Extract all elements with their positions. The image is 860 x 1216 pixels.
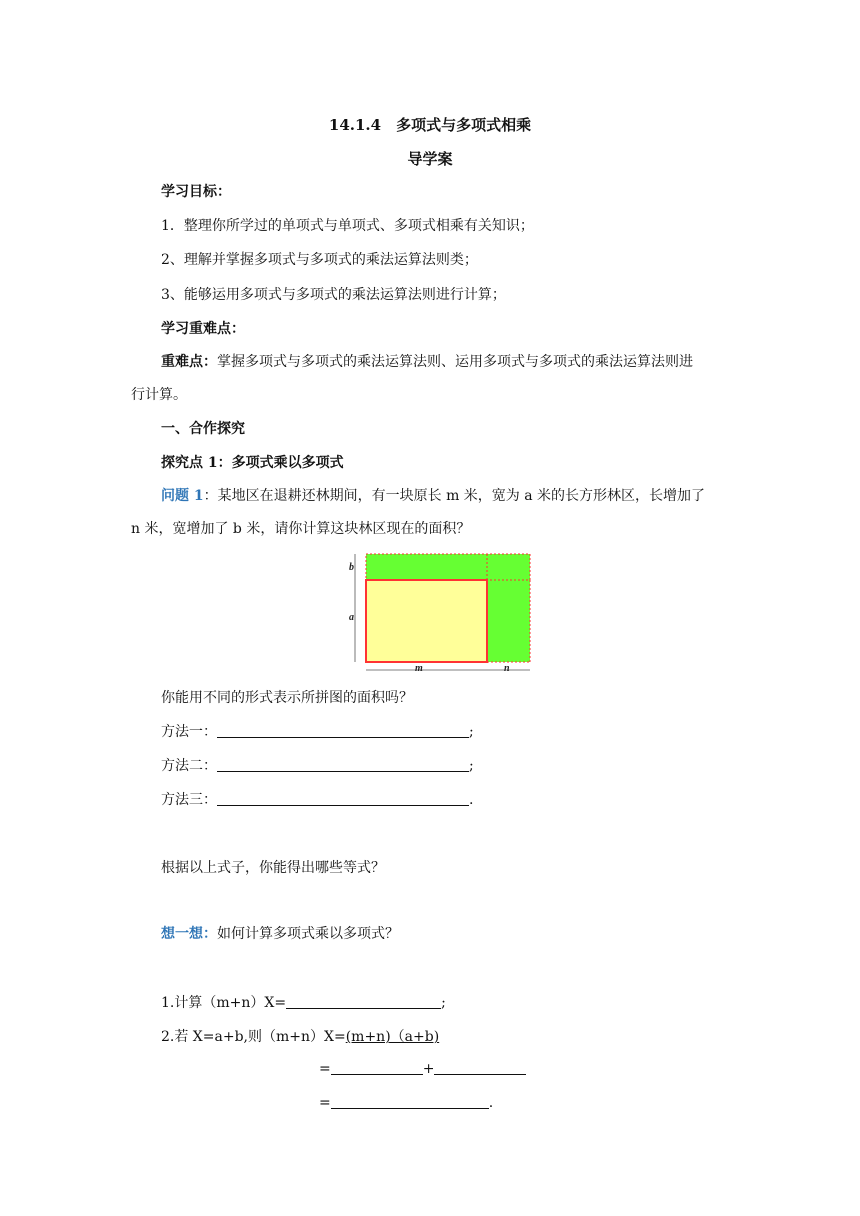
- objective-item: 3、能够运用多项式与多项式的乘法运算法则进行计算；: [161, 287, 506, 303]
- objective-item: 2、理解并掌握多项式与多项式的乘法运算法则类；: [161, 252, 478, 268]
- calc1-text: 1.计算（m+n）X=: [161, 995, 287, 1011]
- answer-blank[interactable]: [434, 1060, 526, 1075]
- yellow-rect: [366, 580, 487, 662]
- punct: ;: [441, 995, 446, 1011]
- objectives-heading: 学习目标：: [161, 184, 231, 200]
- key-heading: 学习重难点：: [161, 321, 245, 337]
- punct: ;: [469, 758, 474, 774]
- answer-blank[interactable]: [331, 1094, 489, 1109]
- problem-label: 问题 1: [161, 488, 204, 504]
- doc-subtitle: 导学案: [407, 150, 453, 168]
- green-strip-top: [366, 554, 530, 580]
- method-label: 方法二：: [161, 758, 217, 774]
- method-line-3: [161, 789, 473, 809]
- section-heading: 一、合作探究: [161, 421, 245, 437]
- label-m: m: [415, 663, 423, 674]
- calc-line-2: [161, 1026, 450, 1046]
- label-n: n: [504, 663, 510, 674]
- key-paragraph: [161, 351, 693, 371]
- key-text-cont: 行计算。: [131, 387, 187, 403]
- problem-text: ：某地区在退耕还林期间，有一块原长 m 米，宽为 a 米的长方形林区，长增加了: [203, 488, 706, 504]
- expansion-line-1: [319, 1060, 526, 1077]
- area-figure: [347, 550, 539, 678]
- calc-line-1: [161, 992, 446, 1012]
- plus-sign: +: [422, 1061, 435, 1077]
- key-text: 掌握多项式与多项式的乘法运算法则、运用多项式与多项式的乘法运算法则进: [217, 354, 693, 370]
- probe-heading: 探究点 1：多项式乘以多项式: [161, 455, 344, 471]
- method-label: 方法三：: [161, 792, 217, 808]
- expansion-line-2: [319, 1094, 493, 1111]
- calc2-underlined-expr: (m+n)（a+b): [345, 1029, 440, 1045]
- green-strip-right: [487, 580, 530, 662]
- answer-blank[interactable]: [286, 994, 441, 1009]
- think-label: 想一想：: [161, 926, 217, 942]
- label-a: a: [349, 612, 354, 623]
- think-text: 如何计算多项式乘以多项式？: [217, 926, 399, 942]
- problem-paragraph: [161, 485, 705, 505]
- answer-blank[interactable]: [217, 757, 469, 772]
- punct: ;: [469, 724, 474, 740]
- objective-item: 1．整理你所学过的单项式与单项式、多项式相乘有关知识；: [161, 218, 534, 234]
- think-paragraph: [161, 923, 399, 943]
- doc-title: 14.1.4 多项式与多项式相乘: [328, 116, 532, 134]
- problem-text-cont: n 米，宽增加了 b 米，请你计算这块林区现在的面积？: [131, 521, 471, 537]
- area-question: 你能用不同的形式表示所拼图的面积吗？: [161, 690, 413, 706]
- equations-question: 根据以上式子，你能得出哪些等式？: [161, 860, 385, 876]
- method-label: 方法一：: [161, 724, 217, 740]
- answer-blank[interactable]: [217, 723, 469, 738]
- answer-blank[interactable]: [331, 1060, 423, 1075]
- key-label: 重难点：: [161, 354, 217, 370]
- eq-sign: =: [319, 1095, 331, 1111]
- eq-sign: =: [319, 1061, 331, 1077]
- method-line-1: [161, 721, 474, 741]
- method-line-2: [161, 755, 474, 775]
- calc2-text: 2.若 X=a+b,则（m+n）X=: [161, 1029, 346, 1045]
- punct: .: [469, 792, 474, 808]
- punct: .: [488, 1095, 494, 1111]
- label-b: b: [349, 562, 354, 573]
- answer-blank[interactable]: [217, 791, 469, 806]
